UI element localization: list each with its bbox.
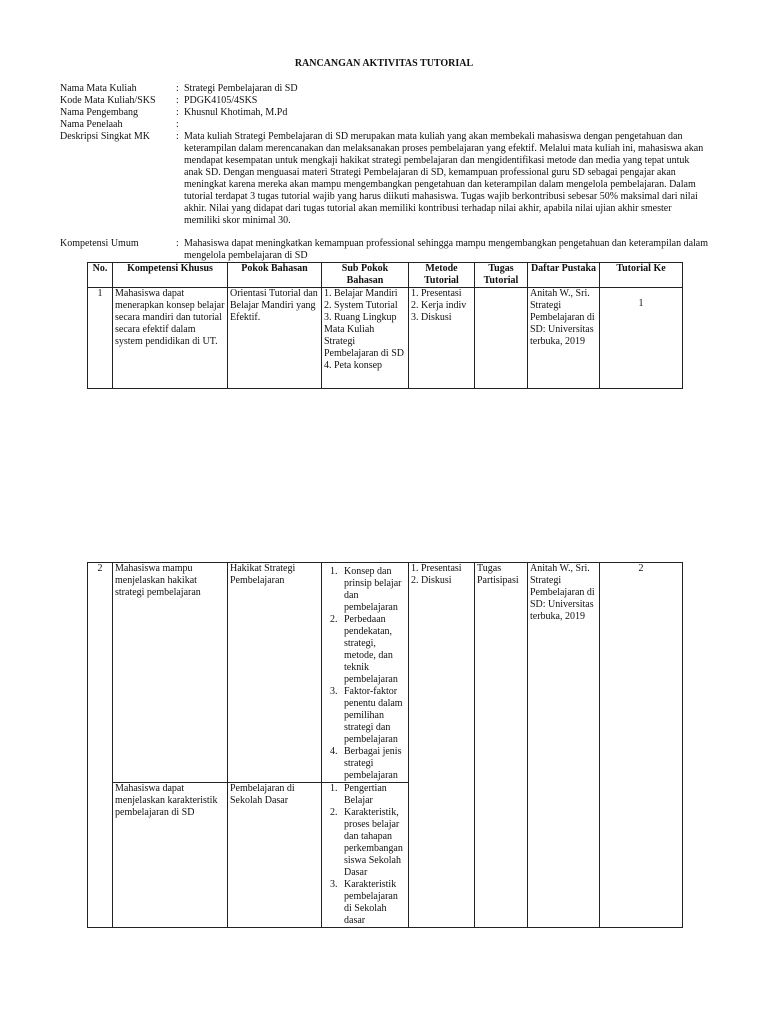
list-item: 3. Karakteristik pembelajaran di Sekolah dasar [330,879,398,926]
cell-pokok: Pembelajaran di Sekolah Dasar [228,783,322,928]
list-item: 3. Faktor-faktor penentu dalam pemilihan strategi dan pembelajaran [330,686,403,745]
meta-colon: : [176,238,179,249]
tutorial-table-1 [87,262,683,389]
meta-label: Kompetensi Umum [60,238,139,249]
header-pokok: Pokok Bahasan [228,263,322,288]
header-kompetensi: Kompetensi Khusus [113,263,228,288]
list-item: 2. Perbedaan pendekatan, strategi, metode, dan teknik pembelajaran [330,614,398,685]
header-tugas: Tugas Tutorial [475,263,528,288]
list-item: 1. Pengertian Belajar [330,783,387,806]
list-item: 2. System Tutorial [324,300,398,311]
table-header-row [88,263,683,288]
meta-row-course-code [60,95,710,107]
tutorial-table-2 [87,562,683,928]
cell-kompetensi: Mahasiswa mampu menjelaskan hakikat strategi pembelajaran [113,563,228,783]
list-item: 4. Berbagai jenis strategi pembelajaran [330,746,402,781]
meta-label: Nama Mata Kuliah [60,83,137,94]
cell-pokok: Orientasi Tutorial dan Belajar Mandiri yang Efektif. [228,288,322,389]
cell-kompetensi: Mahasiswa dapat menjelaskan karakteristik pembelajaran di SD [113,783,228,928]
meta-label: Deskripsi Singkat MK [60,131,150,142]
list-item: 4. Peta konsep [324,360,383,371]
cell-pustaka: Anitah W., Sri. Strategi Pembelajaran di SD: Universitas terbuka, 2019 [528,288,600,389]
cell-sub-pokok [322,563,409,783]
meta-row-developer [60,107,710,119]
meta-colon: : [176,131,179,142]
cell-tutorial-ke: 2 [600,563,683,928]
cell-tugas: Tugas Partisipasi [475,563,528,928]
cell-sub-pokok [322,783,409,928]
list-item: 1. Konsep dan prinsip belajar dan pembelajaran [330,566,402,613]
meta-value [184,119,710,131]
header-tutorial-ke: Tutorial Ke [600,263,683,288]
meta-label: Kode Mata Kuliah/SKS [60,95,156,106]
meta-value: Mahasiswa dapat meningkatkan kemampuan professional sehingga mampu mengembangkan pengetahuan dan keterampilan dalam mengelola pembelajaran di SD [184,238,708,261]
table-row [88,288,683,389]
meta-colon: : [176,107,179,118]
table-row [88,563,683,783]
meta-colon: : [176,95,179,106]
meta-colon: : [176,83,179,94]
header-sub-pokok: Sub Pokok Bahasan [322,263,409,288]
header-pustaka: Daftar Pustaka [528,263,600,288]
cell-metode [409,563,475,928]
cell-pustaka: Anitah W., Sri. Strategi Pembelajaran di SD: Universitas terbuka, 2019 [528,563,600,928]
cell-tugas [475,288,528,389]
cell-no: 2 [88,563,113,928]
list-item: 1. Presentasi [411,288,462,299]
meta-row-description [60,131,710,227]
header-no: No. [88,263,113,288]
cell-sub-pokok [322,288,409,389]
list-item: 2. Diskusi [411,575,452,586]
meta-row-reviewer [60,119,710,131]
cell-kompetensi: Mahasiswa dapat menerapkan konsep belajar secara mandiri dan tutorial secara efektif dalam system pendidikan di UT. [113,288,228,389]
meta-colon: : [176,119,179,130]
list-item: 3. Diskusi [411,312,452,323]
list-item: 2. Kerja indiv [411,300,467,311]
document-title: RANCANGAN AKTIVITAS TUTORIAL [294,58,474,69]
list-item: 2. Karakteristik, proses belajar dan tahapan perkembangan siswa Sekolah Dasar [330,807,403,878]
meta-label: Nama Penelaah [60,119,123,130]
list-item: 3. Ruang Lingkup Mata Kuliah Strategi Pembelajaran di SD [324,312,404,359]
meta-row-course-name [60,83,710,95]
cell-tutorial-ke: 1 [600,288,683,389]
list-item: 1. Presentasi [411,563,462,574]
meta-row-general-competency [60,238,710,262]
list-item: 1. Belajar Mandiri [324,288,398,299]
header-metode: Metode Tutorial [409,263,475,288]
meta-value: Strategi Pembelajaran di SD [184,83,298,94]
meta-label: Nama Pengembang [60,107,139,118]
cell-metode [409,288,475,389]
meta-value: PDGK4105/4SKS [184,95,258,106]
cell-no: 1 [88,288,113,389]
meta-value: Khusnul Khotimah, M.Pd [184,107,288,118]
course-metadata [60,83,710,262]
cell-pokok: Hakikat Strategi Pembelajaran [228,563,322,783]
meta-value: Mata kuliah Strategi Pembelajaran di SD merupakan mata kuliah yang akan membekali mahasiswa dengan pengetahuan dan keterampilan dalam merencanakan dan melaksanakan proses pembelajaran yang efektif. Melalui mata kuliah ini, mahasiswa akan mendapat kesempatan untuk mengkaji hakikat strategi pembelajaran dan mengidentifikasi metode dan media yang tepat untuk anak SD. Dengan menguasai materi Strategi Pembelajaran di SD, kemampuan professional guru SD sebagai pengajar akan meningkat karena mereka akan mampu mengembangkan pengetahuan dan keterampilan dalam mengelola pembelajaran. Dalam tutorial terdapat 3 tugas tutorial wajib yang harus diikuti mahasiswa. Tugas wajib berkontribusi sebesar 50% maksimal dari nilai akhir. Nilai yang didapat dari tugas tutorial akan memiliki kontribusi terhadap nilai akhir, apabila nilai ujian akhir smester memiliki skor minimal 30. [184,131,704,226]
